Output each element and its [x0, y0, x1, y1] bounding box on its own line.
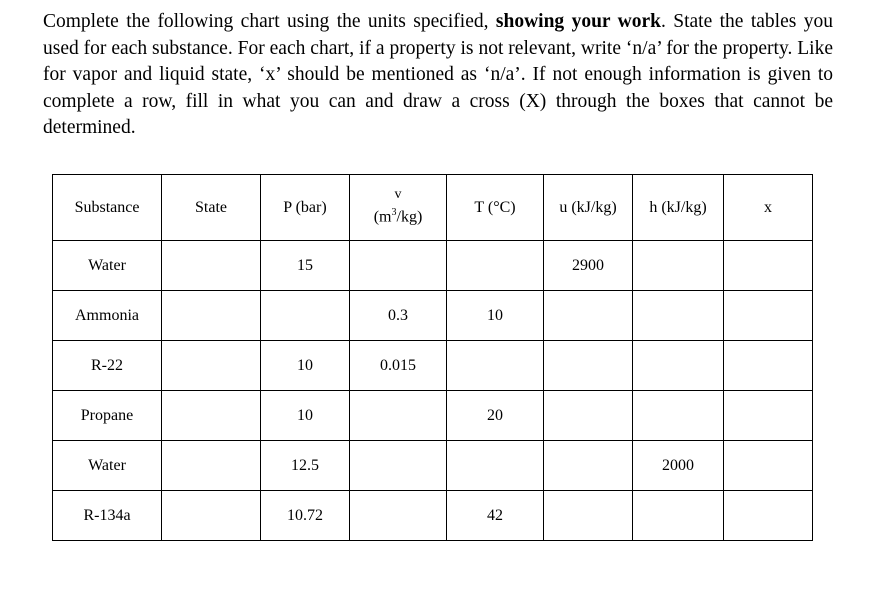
cell-quality[interactable] — [724, 441, 813, 491]
cell-quality[interactable] — [724, 341, 813, 391]
cell-enthalpy[interactable] — [633, 491, 724, 541]
cell-pressure[interactable]: 12.5 — [261, 441, 350, 491]
instructions-text-1: Complete the following chart using the units specified, — [43, 11, 496, 32]
cell-state[interactable] — [162, 391, 261, 441]
cell-substance: Water — [53, 441, 162, 491]
cell-internal-energy[interactable]: 2900 — [544, 241, 633, 291]
cell-temperature[interactable] — [447, 241, 544, 291]
header-quality: x — [724, 175, 813, 241]
instructions-bold-text: showing your work — [495, 11, 661, 32]
instructions-text-2: . State the tables you used for each substance. For each chart, if a property is not relevant, write ‘n/a’ for the property. Like for vapor and liquid state, ‘x’ should be mentioned as ‘n/a’. If not enough information is given to complete a row, fill in what you can and draw a cross (X) through the boxes that cannot be determined. — [43, 11, 833, 139]
header-v-symbol: v — [394, 187, 402, 203]
table-row — [53, 341, 813, 391]
cell-temperature[interactable]: 42 — [447, 491, 544, 541]
cell-pressure[interactable]: 15 — [261, 241, 350, 291]
header-internal-energy: u (kJ/kg) — [544, 175, 633, 241]
table-row — [53, 441, 813, 491]
cell-quality[interactable] — [724, 391, 813, 441]
cell-quality[interactable] — [724, 291, 813, 341]
header-temperature: T (°C) — [447, 175, 544, 241]
table-row — [53, 391, 813, 441]
cell-substance: R-134a — [53, 491, 162, 541]
header-pressure: P (bar) — [261, 175, 350, 241]
table-row — [53, 291, 813, 341]
cell-internal-energy[interactable] — [544, 491, 633, 541]
header-substance: Substance — [53, 175, 162, 241]
cell-pressure[interactable]: 10 — [261, 341, 350, 391]
cell-state[interactable] — [162, 341, 261, 391]
cell-state[interactable] — [162, 441, 261, 491]
cell-specific-volume[interactable] — [350, 391, 447, 441]
cell-temperature[interactable]: 20 — [447, 391, 544, 441]
cell-specific-volume[interactable] — [350, 241, 447, 291]
cell-specific-volume[interactable]: 0.015 — [350, 341, 447, 391]
header-specific-volume — [350, 175, 447, 241]
header-row — [53, 175, 813, 241]
cell-state[interactable] — [162, 491, 261, 541]
cell-enthalpy[interactable] — [633, 241, 724, 291]
cell-quality[interactable] — [724, 241, 813, 291]
cell-enthalpy[interactable] — [633, 391, 724, 441]
header-enthalpy: h (kJ/kg) — [633, 175, 724, 241]
cell-specific-volume[interactable]: 0.3 — [350, 291, 447, 341]
cell-internal-energy[interactable] — [544, 291, 633, 341]
header-v-unit: $(m^3/kg)$ — [373, 207, 423, 226]
cell-enthalpy[interactable] — [633, 341, 724, 391]
property-chart-table — [52, 174, 813, 541]
cell-internal-energy[interactable] — [544, 391, 633, 441]
table-row — [53, 241, 813, 291]
cell-internal-energy[interactable] — [544, 341, 633, 391]
cell-state[interactable] — [162, 291, 261, 341]
cell-pressure[interactable] — [261, 291, 350, 341]
cell-substance: R-22 — [53, 341, 162, 391]
table-row — [53, 491, 813, 541]
cell-substance: Propane — [53, 391, 162, 441]
cell-enthalpy[interactable] — [633, 291, 724, 341]
cell-enthalpy[interactable]: 2000 — [633, 441, 724, 491]
cell-specific-volume[interactable] — [350, 491, 447, 541]
cell-temperature[interactable]: 10 — [447, 291, 544, 341]
header-state: State — [162, 175, 261, 241]
cell-substance: Water — [53, 241, 162, 291]
cell-internal-energy[interactable] — [544, 441, 633, 491]
cell-pressure[interactable]: 10.72 — [261, 491, 350, 541]
cell-state[interactable] — [162, 241, 261, 291]
cell-temperature[interactable] — [447, 341, 544, 391]
cell-temperature[interactable] — [447, 441, 544, 491]
instructions-paragraph — [43, 9, 833, 142]
cell-substance: Ammonia — [53, 291, 162, 341]
cell-pressure[interactable]: 10 — [261, 391, 350, 441]
cell-specific-volume[interactable] — [350, 441, 447, 491]
cell-quality[interactable] — [724, 491, 813, 541]
